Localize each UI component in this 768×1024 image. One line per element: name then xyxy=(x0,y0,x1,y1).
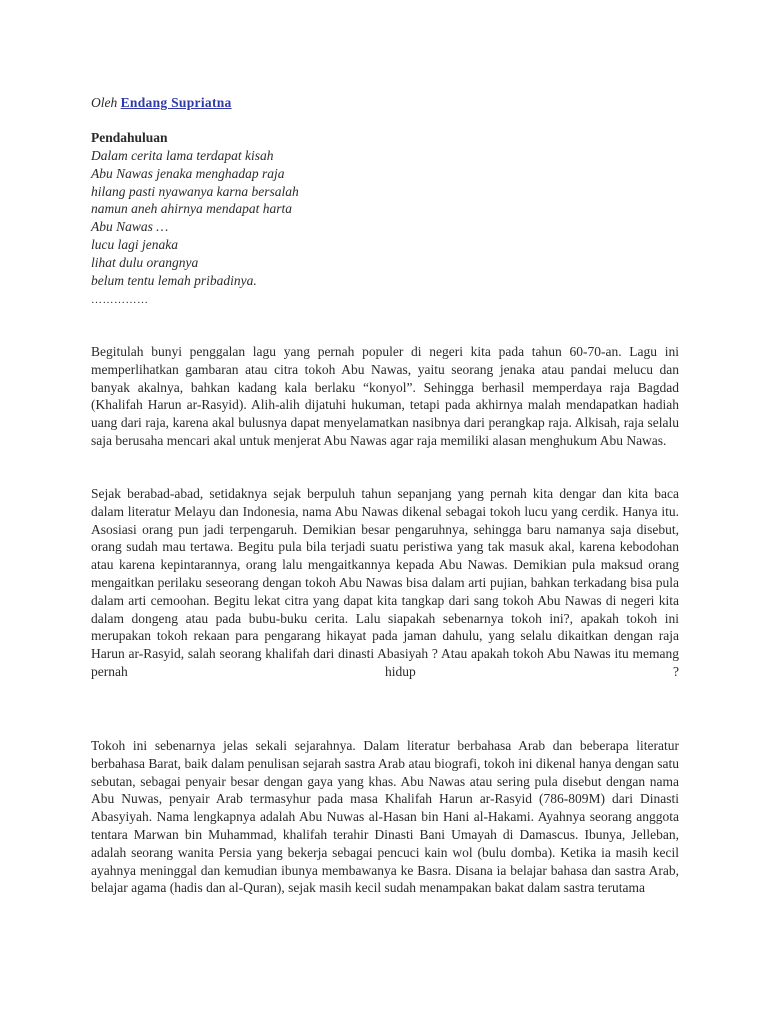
body-paragraph: Sejak berabad-abad, setidaknya sejak berpuluh tahun sepanjang yang pernah kita dengar dan kita baca dalam literatur Melayu dan Indonesia, nama Abu Nawas dikenal sebagai tokoh lucu yang cerdik. Hanya itu. Asosiasi orang pun jadi terpengaruh. Demikian besar pengaruhnya, sehingga baru namanya saja disebut, orang sudah mau tertawa. Begitu pula bila terjadi suatu peristiwa yang tak masuk akal, karena kebodohan atau karena kepintarannya, orang lalu mengaitkannya kepada Abu Nawas. Demikian pula maksud orang mengaitkan perilaku seseorang dengan tokoh Abu Nawas bisa dalam arti pujian, bahkan terkadang bisa pula dalam arti cemoohan. Begitu lekat citra yang dapat kita tangkap dari sang tokoh Abu Nawas di negeri kita dalam dongeng atau pada bubu-buku cerita. Lalu siapakah sebenarnya tokoh ini?, apakah tokoh ini merupakan tokoh rekaan para pengarang hikayat pada jaman dahulu, yang selalu dikaitkan dengan raja Harun ar-Rasyid, salah seorang khalifah dari dinasti Abasiyah ? Atau apakah tokoh Abu Nawas itu memang pernah hidup ? xyxy=(91,486,679,679)
poem-line: namun aneh ahirnya mendapat harta xyxy=(91,201,292,217)
poem-line: Abu Nawas jenaka menghadap raja xyxy=(91,165,285,181)
poem-line: Abu Nawas … xyxy=(91,219,169,235)
poem-line: hilang pasti nyawanya karna bersalah xyxy=(91,183,299,199)
poem-line: belum tentu lemah pribadinya. xyxy=(91,272,257,288)
body-paragraph: Begitulah bunyi penggalan lagu yang pernah populer di negeri kita pada tahun 60-70-an. Lagu ini memperlihatkan gambaran atau citra tokoh Abu Nawas, yaitu seorang jenaka atau pandai melucu dan banyak akalnya, bahkan kadang kala berlaku “konyol”. Sehingga berhasil memperdaya raja Bagdad (Khalifah Harun ar-Rasyid). Alih-alih dijatuhi hukuman, tetapi pada akhirnya malah mendapatkan hadiah uang dari raja, karena akal bulusnya dapat menyelamatkan nasibnya dari perangkap raja. Alkisah, raja selalu saja berusaha mencari akal untuk menjerat Abu Nawas agar raja memiliki alasan menghukum Abu Nawas. xyxy=(91,344,679,448)
poem-stanza xyxy=(91,147,299,289)
poem-line: lucu lagi jenaka xyxy=(91,236,178,252)
ellipsis-divider: …………… xyxy=(91,294,149,306)
author-link[interactable]: Endang Supriatna xyxy=(120,95,232,110)
body-paragraph: Tokoh ini sebenarnya jelas sekali sejarahnya. Dalam literatur berbahasa Arab dan beberapa literatur berbahasa Barat, baik dalam penulisan sejarah sastra Arab atau biografi, tokoh ini dikenal hanya dengan satu sebutan, sebagai penyair besar dengan gaya yang khas. Abu Nawas atau sering pula disebut dengan nama Abu Nuwas, penyair Arab termasyhur pada masa Khalifah Harun ar-Rasyid (786-809M) dari Dinasti Abasyiyah. Nama lengkapnya adalah Abu Nuwas al-Hasan bin Hani al-Hakami. Ayahnya seorang anggota tentara Marwan bin Muhammad, khalifah terahir Dinasti Bani Umayah di Damascus. Ibunya, Jelleban, adalah seorang wanita Persia yang bekerja sebagai pencuci kain wol (bulu domba). Ketika ia masih kecil ayahnya meninggal dan kemudian ibunya membawanya ke Basra. Disana ia belajar bahasa dan sastra Arab, belajar agama (hadis dan al-Quran), sejak masih kecil sudah menampakan bakat dalam sastra terutama xyxy=(91,738,679,896)
poem-line: lihat dulu orangnya xyxy=(91,254,199,270)
poem-line: Dalam cerita lama terdapat kisah xyxy=(91,148,274,163)
byline xyxy=(91,94,232,112)
section-heading: Pendahuluan xyxy=(91,130,168,145)
byline-prefix: Oleh xyxy=(91,95,118,110)
